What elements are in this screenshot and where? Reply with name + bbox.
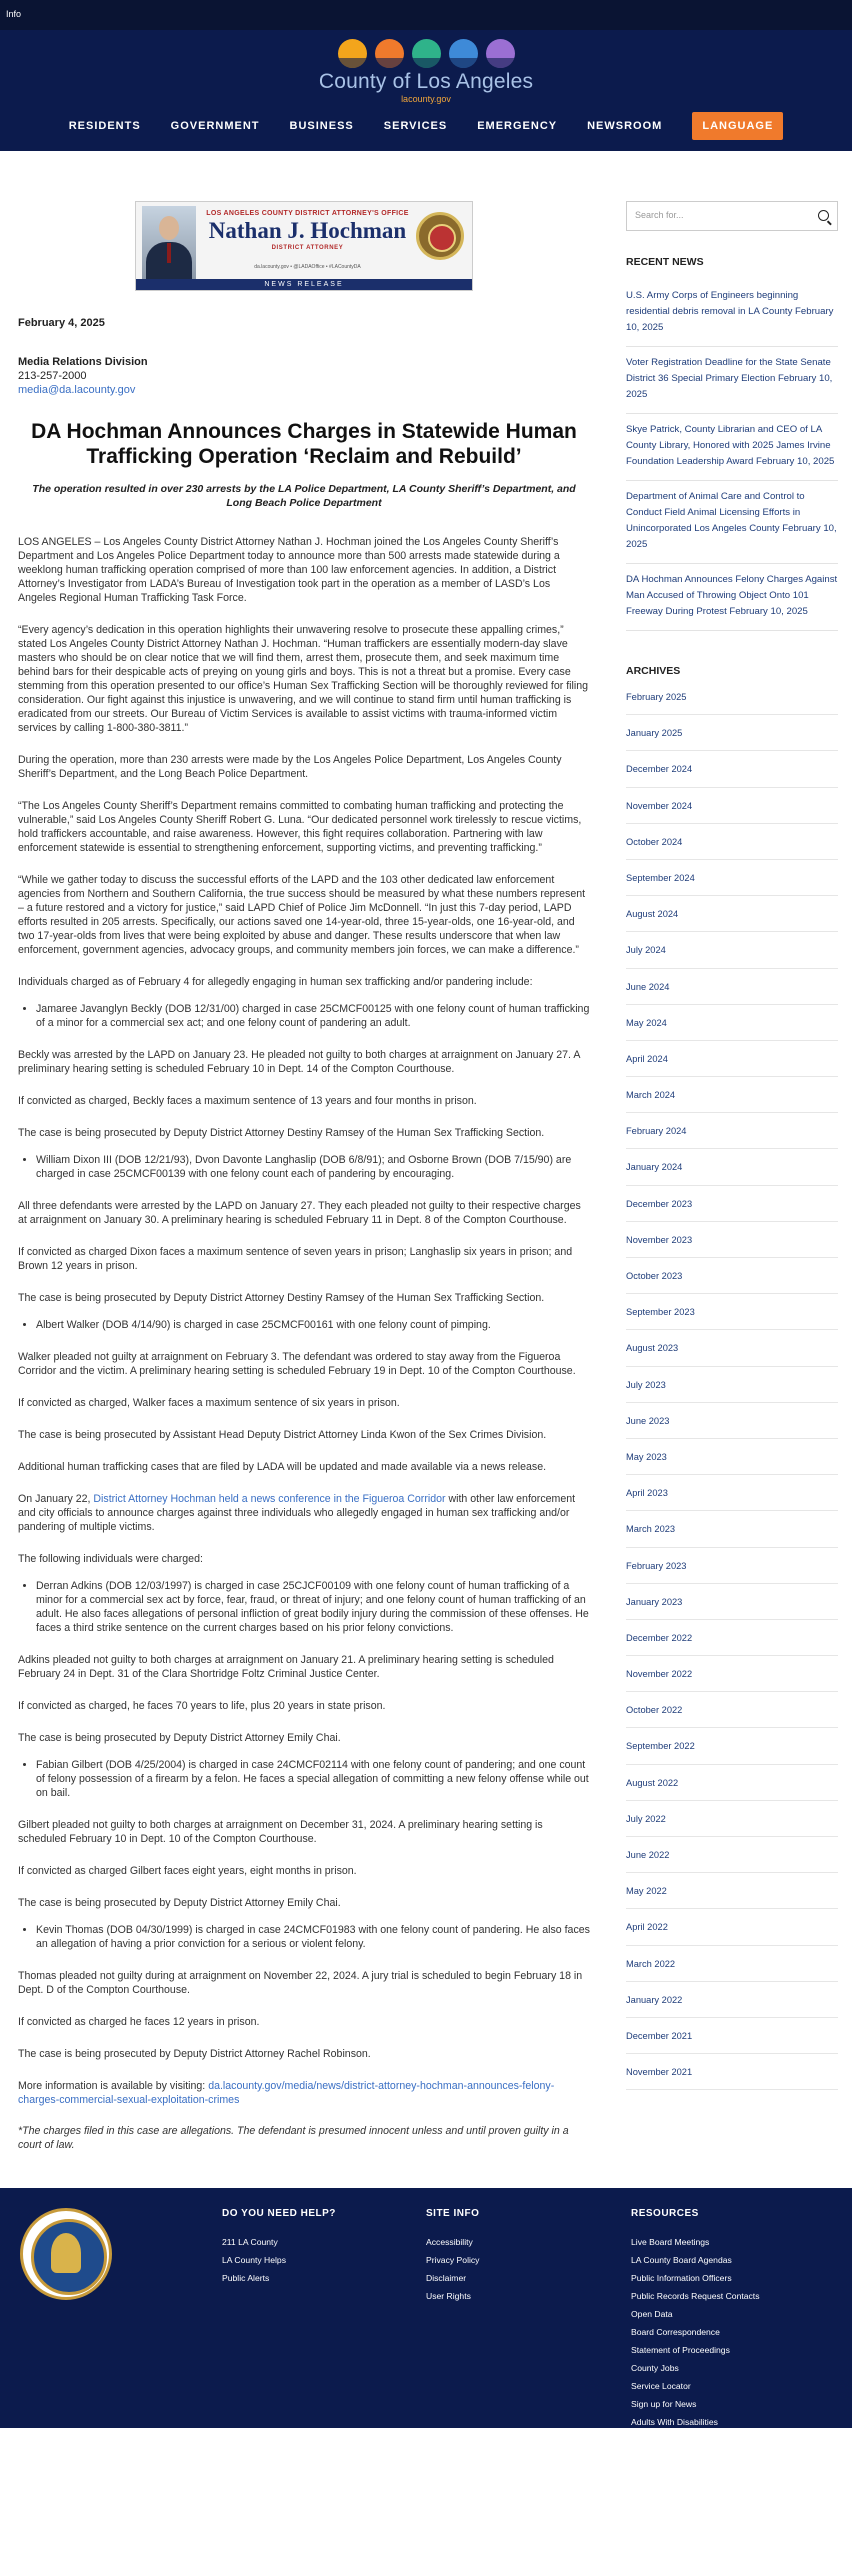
footer-site-info [426, 2208, 479, 2305]
banner-title: DISTRICT ATTORNEY [271, 245, 344, 251]
archive-link[interactable]: November 2024 [626, 788, 838, 824]
footer-link[interactable]: County Jobs [631, 2363, 679, 2373]
archive-link[interactable]: April 2023 [626, 1475, 838, 1511]
recent-news-list [626, 280, 838, 631]
footer-link[interactable]: Open Data [631, 2309, 673, 2319]
article-date: February 4, 2025 [18, 317, 105, 329]
footer-link[interactable]: Board Correspondence [631, 2327, 720, 2337]
archive-link[interactable]: July 2022 [626, 1801, 838, 1837]
recent-news-item[interactable]: Voter Registration Deadline for the State Senate District 36 Special Primary Election February 10, 2025 [626, 347, 838, 414]
paragraph: “The Los Angeles County Sheriff’s Department remains committed to combating human trafficking and protecting the vulnerable,” said Los Angeles County Sheriff Robert G. Luna. “Our dedicated personnel work tirelessly to rescue victims, hold traffickers accountable, and raise awareness. However, this fight requires collaboration. Partnering with law enforcement statewide is essential to strengthening enforcement, supporting victims, and preventing trafficking.” [18, 800, 582, 854]
banner-bar: NEWS RELEASE [136, 279, 472, 290]
archive-link[interactable]: August 2023 [626, 1330, 838, 1366]
paragraph: Additional human trafficking cases that are filed by LADA will be updated and made available via a news release. [18, 1461, 547, 1473]
paragraph: If convicted as charged he faces 12 years in prison. [18, 2016, 260, 2028]
footer-link[interactable]: LA County Helps [222, 2255, 287, 2265]
archive-link[interactable]: December 2023 [626, 1186, 838, 1222]
logo-circle-icon [375, 39, 404, 68]
archive-link[interactable]: April 2022 [626, 1909, 838, 1945]
archive-link[interactable]: May 2024 [626, 1005, 838, 1041]
archive-link[interactable]: February 2025 [626, 679, 838, 715]
language-button[interactable]: LANGUAGE [692, 112, 783, 140]
paragraph [18, 1492, 590, 1534]
paragraph: The case is being prosecuted by Deputy District Attorney Destiny Ramsey of the Human Sex Trafficking Section. [18, 1127, 545, 1139]
search-input[interactable]: Search for... [635, 210, 684, 220]
charge-list [18, 1923, 590, 1951]
charge-list [18, 1002, 590, 1030]
recent-news-heading: RECENT NEWS [626, 256, 704, 268]
footer-help-heading: DO YOU NEED HELP? [222, 2208, 336, 2219]
paragraph: Gilbert pleaded not guilty to both charges at arraignment on December 31, 2024. A preliminary hearing setting is scheduled February 10 in Dept. 10 of the Compton Courthouse. [18, 1819, 543, 1845]
main-nav [0, 112, 852, 140]
media-phone: 213-257-2000 [18, 370, 87, 382]
paragraph: If convicted as charged Dixon faces a maximum sentence of seven years in prison; Langhaslip six years in prison; and Brown 12 years in prison. [18, 1246, 573, 1272]
footer-resources [631, 2208, 760, 2431]
banner-office: LOS ANGELES COUNTY DISTRICT ATTORNEY'S OFFICE [206, 210, 409, 217]
footer-link[interactable]: LA County Board Agendas [631, 2255, 732, 2265]
nav-services[interactable]: SERVICES [383, 120, 448, 132]
article-subtitle: The operation resulted in over 230 arrests by the LA Police Department, LA County Sheriff’s Department, and Long Beach Police Department [32, 483, 576, 509]
media-contact [18, 355, 590, 397]
archive-link[interactable]: February 2023 [626, 1548, 838, 1584]
paragraph: During the operation, more than 230 arrests were made by the Los Angeles Police Department, Los Angeles County Sheriff’s Department, and the Long Beach Police Department. [18, 754, 562, 780]
charge-item: • Derran Adkins (DOB 12/03/1997) is charged in case 25CJCF00109 with one felony count of human trafficking of a minor for a commercial sex act by force, fear, fraud, or threat of injury; and one felony count of human trafficking of an adult. He also faces allegations of personal infliction of great bodily injury during the commission of these offenses. He faces a third strike sentence on the current charges based on his prior felony convictions. [36, 1579, 590, 1635]
archive-link[interactable]: December 2024 [626, 751, 838, 787]
charge-list [18, 1758, 590, 1800]
recent-news-item[interactable]: U.S. Army Corps of Engineers beginning residential debris removal in LA County February 10, 2025 [626, 280, 838, 347]
charge-item: • Fabian Gilbert (DOB 4/25/2004) is charged in case 24CMCF02114 with one felony count of pandering; and one count of felony possession of a firearm by a felon. He faces a special allegation of committing a new felony offense while out on bail. [36, 1758, 590, 1800]
archive-link[interactable]: October 2023 [626, 1258, 838, 1294]
more-info-link[interactable]: da.lacounty.gov/media/news/district-attorney-hochman-announces-felony-charges-commercial-sexual-exploitation-crimes [18, 2080, 555, 2106]
article [0, 151, 590, 2152]
footer-resources-links [631, 2233, 760, 2431]
footer-site-links [426, 2233, 479, 2305]
legal-disclaimer: *The charges filed in this case are allegations. The defendant is presumed innocent unless and until proven guilty in a court of law. [18, 2125, 569, 2151]
archive-link[interactable]: November 2021 [626, 2054, 838, 2090]
county-seal-icon [20, 2208, 112, 2300]
archive-link[interactable]: January 2023 [626, 1584, 838, 1620]
paragraph: Walker pleaded not guilty at arraignment on February 3. The defendant was ordered to stay away from the Figueroa Corridor and the victim. A preliminary hearing setting is scheduled February 19 in Dept. 10 of the Compton Courthouse. [18, 1351, 576, 1377]
archive-link[interactable]: December 2022 [626, 1620, 838, 1656]
footer-help [222, 2208, 336, 2287]
paragraph: “While we gather today to discuss the successful efforts of the LAPD and the 103 other dedicated law enforcement agencies from Northern and Southern California, the true success should be measured by what these numbers represent – a future restored and a victory for justice,” said LAPD Chief of Police Jim McDonnell. “In just this 7-day period, LAPD efforts resulted in 205 arrests. Specifically, our actions saved one 14-year-old, three 15-year-olds, one 16-year-old, and two 17-year-olds from lives that were being exploited by abuse and danger. These results underscore that when law enforcement, government agencies, advocacy groups, and community members join forces, we can make a difference.” [18, 874, 586, 956]
charge-list [18, 1153, 590, 1181]
paragraph [18, 2079, 590, 2107]
archive-link[interactable]: October 2022 [626, 1692, 838, 1728]
recent-news-item[interactable]: Skye Patrick, County Librarian and CEO of LA County Library, Honored with 2025 James Irvine Foundation Leadership Award February 10, 2025 [626, 414, 838, 481]
paragraph: The case is being prosecuted by Deputy District Attorney Destiny Ramsey of the Human Sex Trafficking Section. [18, 1292, 545, 1304]
logo-circle-icon [412, 39, 441, 68]
archives-heading: ARCHIVES [626, 665, 681, 677]
paragraph: The case is being prosecuted by Deputy District Attorney Rachel Robinson. [18, 2048, 371, 2060]
paragraph: Beckly was arrested by the LAPD on January 23. He pleaded not guilty to both charges at arraignment on January 27. A preliminary hearing setting is scheduled February 10 in Dept. 14 of the Compton Courthouse. [18, 1049, 580, 1075]
top-bar-info[interactable]: Info [6, 9, 22, 19]
archive-link[interactable]: January 2022 [626, 1982, 838, 2018]
archive-link[interactable]: July 2023 [626, 1367, 838, 1403]
logo-circles [0, 38, 852, 68]
county-logo[interactable] [0, 34, 852, 104]
paragraph-text: On January 22, [18, 1493, 94, 1505]
media-division: Media Relations Division [18, 356, 148, 368]
archive-link[interactable]: November 2023 [626, 1222, 838, 1258]
archive-link[interactable]: May 2022 [626, 1873, 838, 1909]
archive-link[interactable]: June 2023 [626, 1403, 838, 1439]
recent-news-item[interactable]: Department of Animal Care and Control to Conduct Field Animal Licensing Efforts in Unincorporated Los Angeles County February 10, 2025 [626, 481, 838, 564]
nav-emergency[interactable]: EMERGENCY [477, 120, 558, 132]
da-portrait [142, 206, 196, 279]
footer-link[interactable]: Service Locator [631, 2381, 691, 2391]
footer-link[interactable]: Accessibility [426, 2237, 473, 2247]
archive-link[interactable]: November 2022 [626, 1656, 838, 1692]
paragraph: “Every agency’s dedication in this operation highlights their unwavering resolve to prosecute these appalling crimes,” stated Los Angeles County District Attorney Nathan J. Hochman. “Human traffickers are essentially modern-day slave masters who should be on clear notice that we will find them, arrest them, prosecute them, and seek maximum time behind bars for their despicable acts of preying on young girls and boys. This is not a threat but a promise. Every case stemming from this operation presented to our office’s Human Sex Trafficking Section will be thoroughly reviewed for filing consideration. Our fight against this injustice is unwavering, and we will continue to stand firm until human trafficking is eradicated from our streets. Our Bureau of Victim Services is available to assist victims with trauma-informed victim services by calling 1-800-380-3811.” [18, 624, 588, 734]
news-conference-link[interactable]: District Attorney Hochman held a news conference in the Figueroa Corridor [93, 1493, 446, 1505]
paragraph: If convicted as charged, Walker faces a maximum sentence of six years in prison. [18, 1397, 400, 1409]
paragraph: Individuals charged as of February 4 for allegedly engaging in human sex trafficking and/or pandering include: [18, 976, 533, 988]
archive-link[interactable]: December 2021 [626, 2018, 838, 2054]
archive-link[interactable]: January 2024 [626, 1149, 838, 1185]
footer-resources-heading: RESOURCES [631, 2208, 699, 2219]
archive-link[interactable]: March 2022 [626, 1946, 838, 1982]
top-bar [0, 0, 852, 30]
sidebar [590, 151, 852, 2152]
footer-link[interactable]: User Rights [426, 2291, 471, 2301]
footer-link[interactable]: Public Records Request Contacts [631, 2291, 760, 2301]
logo-circle-icon [449, 39, 478, 68]
archives-list [626, 679, 838, 2090]
archive-link[interactable]: May 2023 [626, 1439, 838, 1475]
archive-link[interactable]: April 2024 [626, 1041, 838, 1077]
archive-link[interactable]: March 2023 [626, 1511, 838, 1547]
county-name: County of Los Angeles [318, 70, 534, 93]
archive-link[interactable]: March 2024 [626, 1077, 838, 1113]
archive-link[interactable]: September 2023 [626, 1294, 838, 1330]
archive-link[interactable]: June 2024 [626, 969, 838, 1005]
archive-link[interactable]: February 2024 [626, 1113, 838, 1149]
news-release-banner [135, 201, 473, 291]
recent-news-item[interactable]: DA Hochman Announces Felony Charges Against Man Accused of Throwing Object Onto 101 Freeway During Protest February 10, 2025 [626, 564, 838, 631]
paragraph-text: More information is available by visiting: [18, 2080, 209, 2092]
archive-link[interactable]: July 2024 [626, 932, 838, 968]
banner-name: Nathan J. Hochman [208, 218, 407, 243]
footer-link[interactable]: Public Information Officers [631, 2273, 732, 2283]
nav-business[interactable]: BUSINESS [289, 120, 354, 132]
nav-newsroom[interactable]: NEWSROOM [587, 120, 663, 132]
search-icon[interactable] [818, 210, 829, 221]
footer-link[interactable]: Sign up for News [631, 2399, 697, 2409]
archive-link[interactable]: October 2024 [626, 824, 838, 860]
footer-link[interactable]: Statement of Proceedings [631, 2345, 730, 2355]
charge-list [18, 1579, 590, 1635]
archive-link[interactable]: January 2025 [626, 715, 838, 751]
footer-link[interactable]: 211 LA County [222, 2237, 278, 2247]
paragraph: The following individuals were charged: [18, 1553, 203, 1565]
logo-circle-icon [486, 39, 515, 68]
paragraph: All three defendants were arrested by the LAPD on January 27. They each pleaded not guilty to their respective charges at arraignment on January 30. A preliminary hearing is scheduled February 11 in Dept. 8 of the Compton Courthouse. [18, 1200, 581, 1226]
paragraph-text: with other law enforcement and city officials to announce charges against three individuals who allegedly engaged in human sex trafficking and/or pandering of multiple victims. [18, 1493, 576, 1533]
paragraph: If convicted as charged, Beckly faces a maximum sentence of 13 years and four months in prison. [18, 1095, 477, 1107]
footer-link[interactable]: Disclaimer [426, 2273, 467, 2283]
archive-link[interactable]: June 2022 [626, 1837, 838, 1873]
article-title: DA Hochman Announces Charges in Statewide Human Trafficking Operation ‘Reclaim and Rebuild’ [31, 420, 577, 468]
county-url: lacounty.gov [401, 94, 451, 104]
paragraph: The case is being prosecuted by Deputy District Attorney Emily Chai. [18, 1897, 341, 1909]
nav-government[interactable]: GOVERNMENT [170, 120, 260, 132]
logo-circle-icon [338, 39, 367, 68]
charge-item: • William Dixon III (DOB 12/21/93), Dvon Davonte Langhaslip (DOB 6/8/91); and Osborne Brown (DOB 7/15/90) are charged in case 25CMCF00139 with one felony count each of pandering by encouraging. [36, 1153, 590, 1181]
charge-item: • Jamaree Javanglyn Beckly (DOB 12/31/00) charged in case 25CMCF00125 with one felony count of human trafficking of a minor for a commercial sex act; and one felony count of pandering an adult. [36, 1002, 590, 1030]
paragraph: If convicted as charged Gilbert faces eight years, eight months in prison. [18, 1865, 357, 1877]
paragraph: The case is being prosecuted by Deputy District Attorney Emily Chai. [18, 1732, 341, 1744]
footer-link[interactable]: Privacy Policy [426, 2255, 480, 2265]
charge-item: • Albert Walker (DOB 4/14/90) is charged in case 25CMCF00161 with one felony count of pimping. [36, 1318, 590, 1332]
footer-site-heading: SITE INFO [426, 2208, 480, 2219]
archive-link[interactable]: August 2024 [626, 896, 838, 932]
footer-link[interactable]: Adults With Disabilities [631, 2417, 718, 2427]
footer-link[interactable]: Live Board Meetings [631, 2237, 710, 2247]
paragraph: The case is being prosecuted by Assistant Head Deputy District Attorney Linda Kwon of the Sex Crimes Division. [18, 1429, 547, 1441]
footer-link[interactable]: Public Alerts [222, 2273, 270, 2283]
charge-list [18, 1318, 590, 1332]
paragraph: LOS ANGELES – Los Angeles County District Attorney Nathan J. Hochman joined the Los Angeles County Sheriff’s Department and Los Angeles Police Department today to announce more than 500 arrests made statewide during a weeklong human trafficking operation comprised of more than 100 law enforcement agencies. In addition, a District Attorney’s Investigator from LADA’s Bureau of Investigation took part in the operation as a member of LASD’s Los Angeles Regional Human Trafficking Task Force. [18, 536, 560, 604]
archive-link[interactable]: September 2024 [626, 860, 838, 896]
nav-residents[interactable]: RESIDENTS [68, 120, 141, 132]
site-header [0, 30, 852, 151]
paragraph: Thomas pleaded not guilty during at arraignment on November 22, 2024. A jury trial is scheduled to begin February 18 in Dept. D of the Compton Courthouse. [18, 1970, 583, 1996]
banner-social: da.lacounty.gov • @LADAOffice • #LACountyDA [254, 264, 361, 270]
search-box[interactable] [626, 201, 838, 231]
paragraph: If convicted as charged, he faces 70 years to life, plus 20 years in state prison. [18, 1700, 386, 1712]
charge-item: • Kevin Thomas (DOB 04/30/1999) is charged in case 24CMCF01983 with one felony count of pandering. He also faces an allegation of having a prior conviction for a serious or violent felony. [36, 1923, 590, 1951]
site-footer [0, 2188, 852, 2428]
da-seal-icon [416, 212, 464, 260]
footer-help-links [222, 2233, 336, 2287]
archive-link[interactable]: August 2022 [626, 1765, 838, 1801]
archive-link[interactable]: September 2022 [626, 1728, 838, 1764]
media-email-link[interactable]: media@da.lacounty.gov [18, 384, 136, 396]
paragraph: Adkins pleaded not guilty to both charges at arraignment on January 21. A preliminary hearing setting is scheduled February 24 in Dept. 31 of the Clara Shortridge Foltz Criminal Justice Center. [18, 1654, 554, 1680]
